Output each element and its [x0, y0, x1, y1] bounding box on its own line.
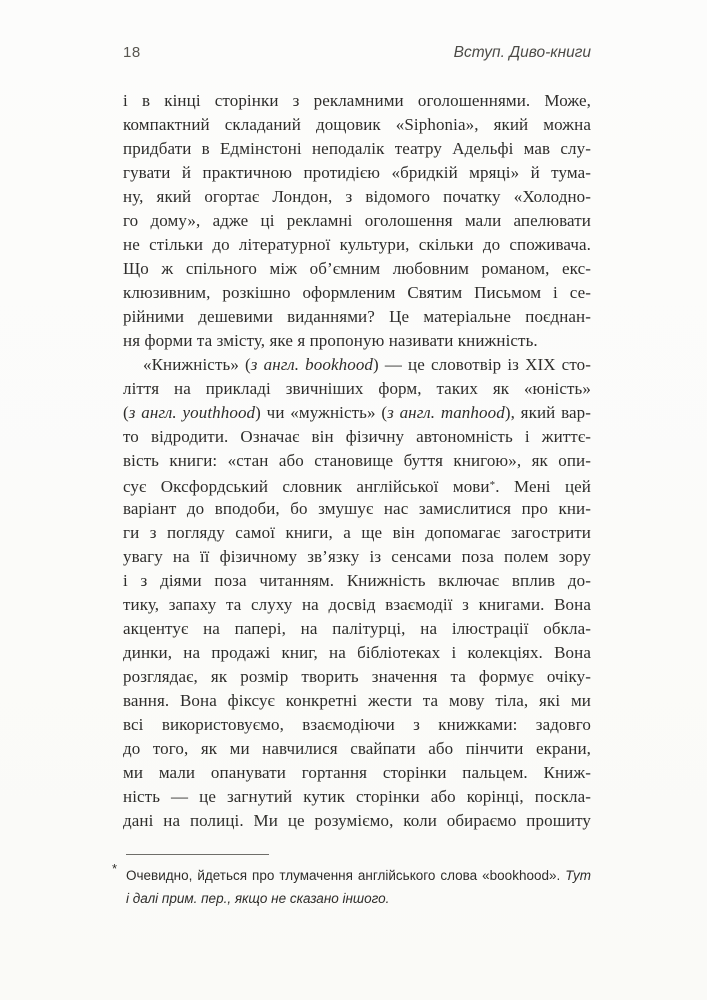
body-line	[123, 641, 591, 665]
text-segment: Тут	[565, 868, 591, 883]
footnote-text	[126, 864, 591, 910]
text-segment: увагу на її фізичному зв’язку із сенсами поза полем зору	[123, 547, 591, 566]
body-line	[123, 449, 591, 473]
text-segment: вання. Вона фіксує конкретні жести та мову тіла, які ми	[123, 691, 591, 710]
body-line	[123, 401, 591, 425]
body-line	[123, 185, 591, 209]
text-segment: ня форми та змісту, яке я пропоную називати книжність.	[123, 331, 538, 350]
body-line	[123, 617, 591, 641]
text-segment: (	[123, 403, 129, 422]
text-segment: ) — це словотвір із XIX сто-	[373, 355, 591, 374]
footnote-line	[126, 864, 591, 887]
text-segment: Що ж спільного між об’ємним любовним романом, екс-	[123, 259, 591, 278]
body-line	[123, 137, 591, 161]
body-line	[123, 521, 591, 545]
body-line	[123, 497, 591, 521]
text-segment: *	[489, 479, 496, 491]
page-number: 18	[123, 44, 141, 61]
text-segment: ність — це загнутий кутик сторінки або корінці, поскла-	[123, 787, 591, 806]
text-segment: », який можна	[465, 115, 591, 134]
text-segment: з англ. bookhood	[250, 355, 374, 374]
body-line	[123, 665, 591, 689]
body-line	[123, 761, 591, 785]
footnote-marker: *	[112, 861, 118, 876]
text-segment: всі використовуємо, взаємодіючи з книжками: задовго	[123, 715, 591, 734]
text-segment: го дому», адже ці рекламні оголошення мали апелювати	[123, 211, 591, 230]
body-line	[123, 713, 591, 737]
body-line	[123, 209, 591, 233]
text-segment: Siphonia	[404, 115, 466, 134]
body-line	[123, 161, 591, 185]
text-segment: Очевидно, йдеться про тлумачення англійського слова «bookhood».	[126, 868, 566, 883]
text-segment: «Книжність» (	[143, 355, 251, 374]
body-line	[123, 353, 591, 377]
text-segment: динки, на продажі книг, на бібліотеках і колекціях. Вона	[123, 643, 591, 662]
text-segment: ) чи «мужність» (	[255, 403, 388, 422]
body-line	[123, 329, 591, 353]
text-segment: ), який вар-	[504, 403, 591, 422]
text-segment: і в кінці сторінки з рекламними оголошеннями. Може,	[123, 91, 591, 110]
body-line	[123, 377, 591, 401]
text-segment: ліття на прикладі звичніших форм, таких як «юність»	[123, 379, 591, 398]
body-line	[123, 569, 591, 593]
body-line	[123, 257, 591, 281]
text-segment: акцентує на папері, на палітурці, на ілюстрації обкла-	[123, 619, 591, 638]
text-segment: то відродити. Означає він фізичну автономність і життє-	[123, 427, 591, 446]
footnote-separator	[126, 854, 269, 855]
body-line	[123, 89, 591, 113]
text-segment: і з діями поза читанням. Книжність включає вплив до-	[123, 571, 591, 590]
body-line	[123, 689, 591, 713]
text-segment: і далі прим. пер., якщо не сказано іншого.	[126, 891, 390, 906]
body-line	[123, 473, 591, 497]
text-segment: ну, який огортає Лондон, з відомого початку «Холодно-	[123, 187, 591, 206]
text-segment: . Мені цей	[495, 477, 591, 496]
page-header	[123, 44, 591, 62]
text-segment: до того, як ми навчилися свайпати або пінчити екрани,	[123, 739, 591, 758]
text-segment: з англ. manhood	[387, 403, 505, 422]
text-segment: рійними дешевими виданнями? Це матеріальне поєднан-	[123, 307, 591, 326]
text-segment: гувати й практичною протидією «бридкій мряці» й тума-	[123, 163, 591, 182]
body-line	[123, 305, 591, 329]
body-line	[123, 281, 591, 305]
body-line	[123, 545, 591, 569]
footnote	[112, 861, 591, 910]
body-line	[123, 593, 591, 617]
text-segment: дані на полиці. Ми це розуміємо, коли обираємо прошиту	[123, 811, 591, 830]
body-line	[123, 113, 591, 137]
body-line	[123, 809, 591, 833]
text-segment: сує Оксфордський словник англійської мови	[123, 477, 490, 496]
body-line	[123, 737, 591, 761]
text-segment: не стільки до літературної культури, скільки до споживача.	[123, 235, 591, 254]
text-segment: ги з погляду самої книги, а ще він допомагає загострити	[123, 523, 591, 542]
body-line	[123, 785, 591, 809]
text-segment: ми мали опанувати гортання сторінки пальцем. Книж-	[123, 763, 591, 782]
text-segment: компактний складаний дощовик «	[123, 115, 405, 134]
running-head: Вступ. Диво-книги	[453, 44, 591, 61]
text-segment: придбати в Едмінстоні неподалік театру Адельфі мав слу-	[123, 139, 591, 158]
text-segment: тику, запаху та слуху на досвід взаємодії з книгами. Вона	[123, 595, 591, 614]
text-segment: розглядає, як розмір творить значення та формує очіку-	[123, 667, 591, 686]
text-segment: вість книги: «стан або становище буття книгою», як опи-	[123, 451, 591, 470]
body-text	[123, 89, 591, 833]
text-segment: з англ. youthhood	[128, 403, 256, 422]
text-segment: варіант до вподоби, бо змушує нас замислитися про кни-	[123, 499, 591, 518]
footnote-line	[126, 887, 591, 910]
text-segment: клюзивним, розкішно оформленим Святим Письмом і се-	[123, 283, 591, 302]
body-line	[123, 425, 591, 449]
body-line	[123, 233, 591, 257]
